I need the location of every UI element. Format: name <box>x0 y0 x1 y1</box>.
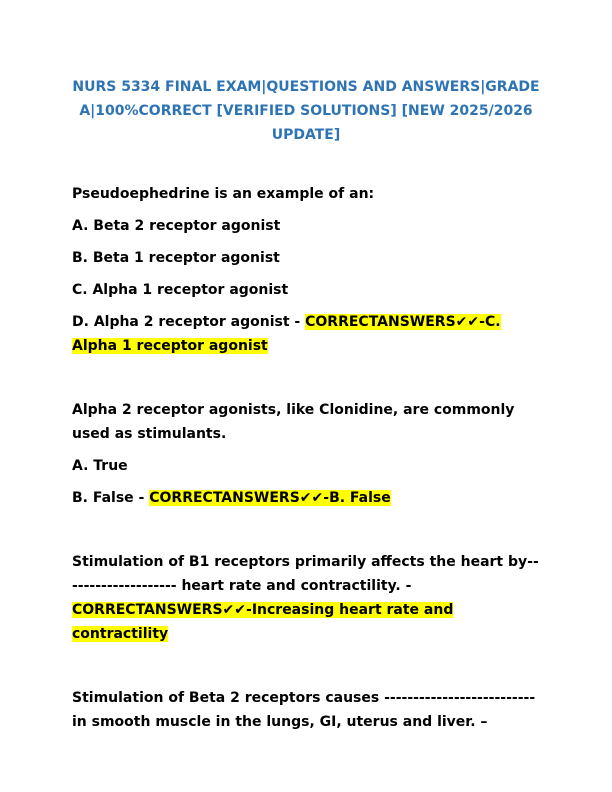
answer-option: A. Beta 2 receptor agonist <box>72 218 281 234</box>
answer-option-with-answer <box>72 486 544 510</box>
answer-option: A. True <box>72 458 128 474</box>
question-prompt: Stimulation of Beta 2 receptors causes -------------------------- in smooth muscle in the lungs, GI, uterus and liver. – <box>72 690 536 730</box>
answer-option-with-answer <box>72 310 544 358</box>
question-block <box>72 550 544 646</box>
answer-option-text: D. Alpha 2 receptor agonist - <box>72 314 306 330</box>
question-prompt: Alpha 2 receptor agonists, like Clonidine, are commonly used as stimulants. <box>72 402 515 442</box>
spacer <box>72 366 544 398</box>
question-block <box>72 686 544 734</box>
document-title: NURS 5334 FINAL EXAM|QUESTIONS AND ANSWERS|GRADE A|100%CORRECT [VERIFIED SOLUTIONS] [NEW 2025/2026 UPDATE] <box>72 79 540 143</box>
question-prompt: Pseudoephedrine is an example of an: <box>72 186 375 202</box>
document-body <box>72 182 544 742</box>
answer-option: B. Beta 1 receptor agonist <box>72 250 280 266</box>
answer-option-text: B. False - <box>72 490 150 506</box>
correct-answer-highlight: CORRECTANSWERS✔✔-B. False <box>149 490 391 506</box>
answer-option: C. Alpha 1 receptor agonist <box>72 282 289 298</box>
question-block <box>72 398 544 510</box>
spacer <box>72 518 544 550</box>
spacer <box>72 654 544 686</box>
question-prompt-with-answer <box>72 550 544 646</box>
correct-answer-highlight: CORRECTANSWERS✔✔-C. Alpha 1 receptor agonist <box>72 314 501 354</box>
question-block <box>72 182 544 358</box>
correct-answer-highlight: CORRECTANSWERS✔✔-Increasing heart rate and contractility <box>72 602 454 642</box>
question-prompt: Stimulation of B1 receptors primarily affects the heart by-------------------- heart rate and contractility. - <box>72 554 539 594</box>
